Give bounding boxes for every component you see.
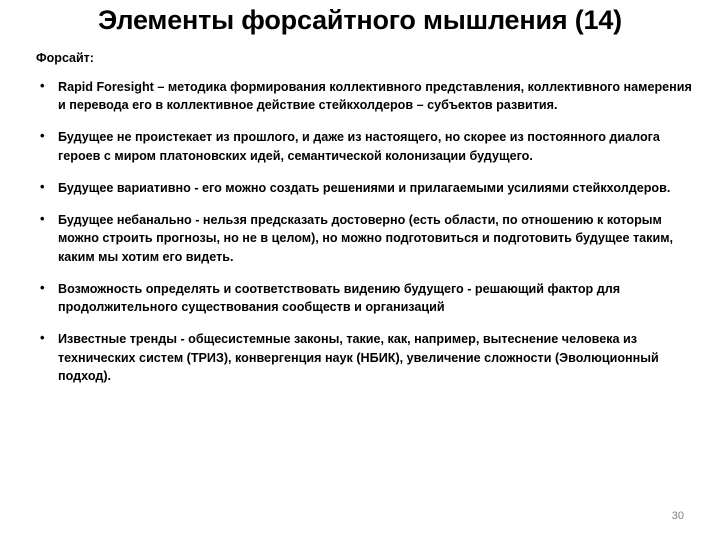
intro-text: Форсайт: [36,50,94,65]
slide-body [0,36,720,386]
bullet-list [22,78,694,385]
list-item: • Будущее небанально - нельзя предсказать достоверно (есть области, по отношению к которым можно строить прогнозы, но не в целом), но можно подготовиться и подготовить будущее таким, каким мы хотим его видеть. [36,211,694,266]
list-item: • Возможность определять и соответствовать видению будущего - решающий фактор для продолжительного существования сообществ и организаций [36,280,694,317]
list-item: • Известные тренды - общесистемные законы, такие, как, например, вытеснение человека из технических систем (ТРИЗ), конвергенция наук (НБИК), увеличение сложности (Эволюционный подход). [36,330,694,385]
page-title: Элементы форсайтного мышления (14) [98,5,622,35]
list-item: • Будущее не проистекает из прошлого, и даже из настоящего, но скорее из постоянного диалога героев с миром платоновских идей, семантической колонизации будущего. [36,128,694,165]
list-item: • Будущее вариативно - его можно создать решениями и прилагаемыми усилиями стейкхолдеров. [36,179,694,197]
page-number: 30 [671,510,684,522]
list-item: • Rapid Foresight – методика формирования коллективного представления, коллективного намерения и перевода его в коллективное действие стейкхолдеров – субъектов развития. [36,78,694,115]
